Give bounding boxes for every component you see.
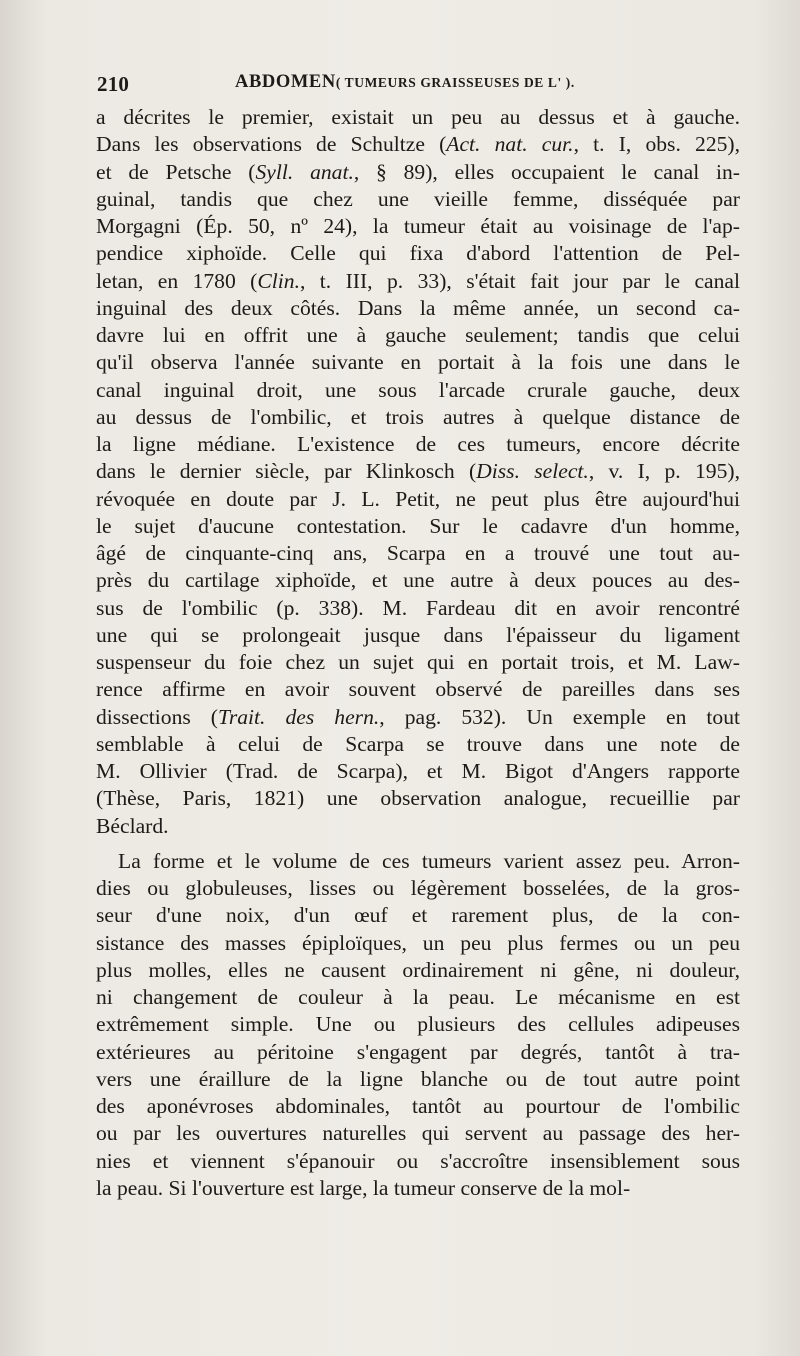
text-run: vers une éraillure de la ligne blanche ou de tout autre point bbox=[96, 1066, 740, 1091]
text-run: dies ou globuleuses, lisses ou légèrement bosselées, de la gros- bbox=[96, 876, 740, 900]
text-line bbox=[96, 240, 740, 267]
text-run: plus molles, elles ne causent ordinairement ni gêne, ni douleur, bbox=[96, 957, 740, 982]
text-run: extérieures au péritoine s'engagent par degrés, tantôt à tra- bbox=[96, 1039, 740, 1064]
text-line bbox=[96, 159, 740, 186]
text-line bbox=[96, 902, 740, 929]
text-line bbox=[96, 1120, 740, 1147]
text-line bbox=[96, 1011, 740, 1038]
text-run: La forme et le volume de ces tumeurs varient assez peu. Arron- bbox=[118, 848, 740, 873]
text-line bbox=[96, 377, 740, 404]
text-run: Béclard. bbox=[96, 813, 169, 838]
text-run: sistance des masses épiploïques, un peu plus fermes ou un peu bbox=[96, 930, 740, 955]
text-line bbox=[96, 1039, 740, 1066]
citation-italic: Syll. anat. bbox=[255, 159, 354, 184]
text-line bbox=[96, 268, 740, 295]
text-run: , pag. 532). Un exemple en tout bbox=[379, 704, 740, 729]
text-line bbox=[96, 131, 740, 158]
text-run: , t. I, obs. 225), bbox=[573, 132, 741, 157]
text-run: la peau. Si l'ouverture est large, la tumeur conserve de la mol- bbox=[96, 1175, 631, 1200]
text-run: a décrites le premier, existait un peu au dessus et à gauche. bbox=[96, 105, 740, 129]
text-run: Morgagni (Ép. 50, nº 24), la tumeur était au voisinage de l'ap- bbox=[96, 214, 740, 238]
text-run: rence affirme en avoir souvent observé de pareilles dans ses bbox=[96, 677, 740, 702]
text-line bbox=[96, 622, 740, 649]
text-run: inguinal des deux côtés. Dans la même année, un second ca- bbox=[96, 295, 740, 320]
text-run: ou par les ouvertures naturelles qui servent au passage des her- bbox=[96, 1121, 740, 1146]
citation-italic: Act. nat. cur. bbox=[446, 132, 574, 157]
text-run: davre lui en offrit une à gauche seulement; tandis que celui bbox=[96, 323, 740, 347]
text-line bbox=[96, 404, 740, 431]
text-run: nies et viennent s'épanouir ou s'accroître insensiblement sous bbox=[96, 1148, 740, 1173]
running-head-subtitle: ( TUMEURS GRAISSEUSES DE L' ). bbox=[335, 75, 575, 90]
text-line bbox=[96, 813, 740, 840]
text-line bbox=[96, 295, 740, 322]
text-line bbox=[96, 785, 740, 812]
running-head bbox=[235, 72, 575, 93]
text-run: (Thèse, Paris, 1821) une observation analogue, recueillie par bbox=[96, 786, 740, 811]
text-run: des aponévroses abdominales, tantôt au pourtour de l'ombilic bbox=[96, 1094, 740, 1118]
text-line bbox=[96, 186, 740, 213]
citation-italic: Trait. des hern. bbox=[218, 704, 380, 729]
text-run: dissections ( bbox=[96, 704, 219, 729]
paragraph-1 bbox=[96, 104, 740, 840]
text-line bbox=[96, 322, 740, 349]
text-run: qu'il observa l'année suivante en portait à la fois une dans le bbox=[96, 350, 740, 375]
paragraph-2 bbox=[96, 848, 740, 1202]
text-run: seur d'une noix, d'un œuf et rarement plus, de la con- bbox=[96, 903, 740, 928]
text-line bbox=[96, 513, 740, 540]
text-run: une qui se prolongeait jusque dans l'épaisseur du ligament bbox=[96, 622, 740, 647]
page-header bbox=[97, 72, 707, 102]
text-line bbox=[96, 458, 740, 485]
text-run: , v. I, p. 195), bbox=[588, 459, 740, 484]
body-text bbox=[96, 104, 740, 1202]
text-line bbox=[96, 595, 740, 622]
text-run: et de Petsche ( bbox=[96, 159, 256, 184]
text-run: guinal, tandis que chez une vieille femme, disséquée par bbox=[96, 186, 740, 211]
running-head-title: ABDOMEN bbox=[235, 72, 336, 92]
text-line bbox=[96, 731, 740, 758]
text-line bbox=[96, 567, 740, 594]
text-line bbox=[96, 649, 740, 676]
text-run: canal inguinal droit, une sous l'arcade crurale gauche, deux bbox=[96, 377, 740, 402]
paragraph-gap bbox=[96, 840, 740, 848]
text-run: âgé de cinquante-cinq ans, Scarpa en a trouvé une tout au- bbox=[96, 541, 740, 565]
text-run: la ligne médiane. L'existence de ces tumeurs, encore décrite bbox=[96, 432, 740, 456]
text-line bbox=[96, 213, 740, 240]
text-run: semblable à celui de Scarpa se trouve dans une note de bbox=[96, 731, 740, 756]
text-line bbox=[96, 1066, 740, 1093]
text-line bbox=[96, 1148, 740, 1175]
text-line bbox=[96, 1093, 740, 1120]
text-line bbox=[96, 704, 740, 731]
page-number: 210 bbox=[97, 72, 130, 96]
text-line bbox=[96, 431, 740, 458]
text-line bbox=[96, 1175, 740, 1202]
text-run: ni changement de couleur à la peau. Le mécanisme en est bbox=[96, 985, 740, 1009]
text-line bbox=[96, 957, 740, 984]
text-run: le sujet d'aucune contestation. Sur le cadavre d'un homme, bbox=[96, 513, 740, 538]
text-run: Dans les observations de Schultze ( bbox=[96, 132, 447, 157]
text-run: letan, en 1780 ( bbox=[96, 268, 258, 293]
text-line bbox=[96, 875, 740, 902]
text-run: dans le dernier siècle, par Klinkosch ( bbox=[96, 459, 477, 484]
citation-italic: Diss. select. bbox=[476, 459, 589, 484]
text-run: révoquée en doute par J. L. Petit, ne peut plus être aujourd'hui bbox=[96, 486, 740, 511]
text-line bbox=[96, 676, 740, 703]
text-line bbox=[96, 984, 740, 1011]
text-line bbox=[96, 349, 740, 376]
text-run: suspenseur du foie chez un sujet qui en portait trois, et M. Law- bbox=[96, 650, 740, 674]
text-run: près du cartilage xiphoïde, et une autre à deux pouces au des- bbox=[96, 568, 740, 593]
text-line bbox=[96, 104, 740, 131]
text-line bbox=[96, 848, 740, 875]
text-run: , § 89), elles occupaient le canal in- bbox=[353, 159, 740, 184]
text-line bbox=[96, 540, 740, 567]
text-line bbox=[96, 930, 740, 957]
text-line bbox=[96, 758, 740, 785]
text-run: au dessus de l'ombilic, et trois autres à quelque distance de bbox=[96, 404, 740, 429]
text-run: , t. III, p. 33), s'était fait jour par le canal bbox=[299, 268, 740, 293]
text-run: sus de l'ombilic (p. 338). M. Fardeau dit en avoir rencontré bbox=[96, 595, 740, 620]
text-line bbox=[96, 486, 740, 513]
text-run: extrêmement simple. Une ou plusieurs des cellules adipeuses bbox=[96, 1012, 740, 1037]
citation-italic: Clin. bbox=[257, 268, 300, 293]
text-run: M. Ollivier (Trad. de Scarpa), et M. Bigot d'Angers rapporte bbox=[96, 759, 740, 783]
text-run: pendice xiphoïde. Celle qui fixa d'abord l'attention de Pel- bbox=[96, 241, 740, 266]
